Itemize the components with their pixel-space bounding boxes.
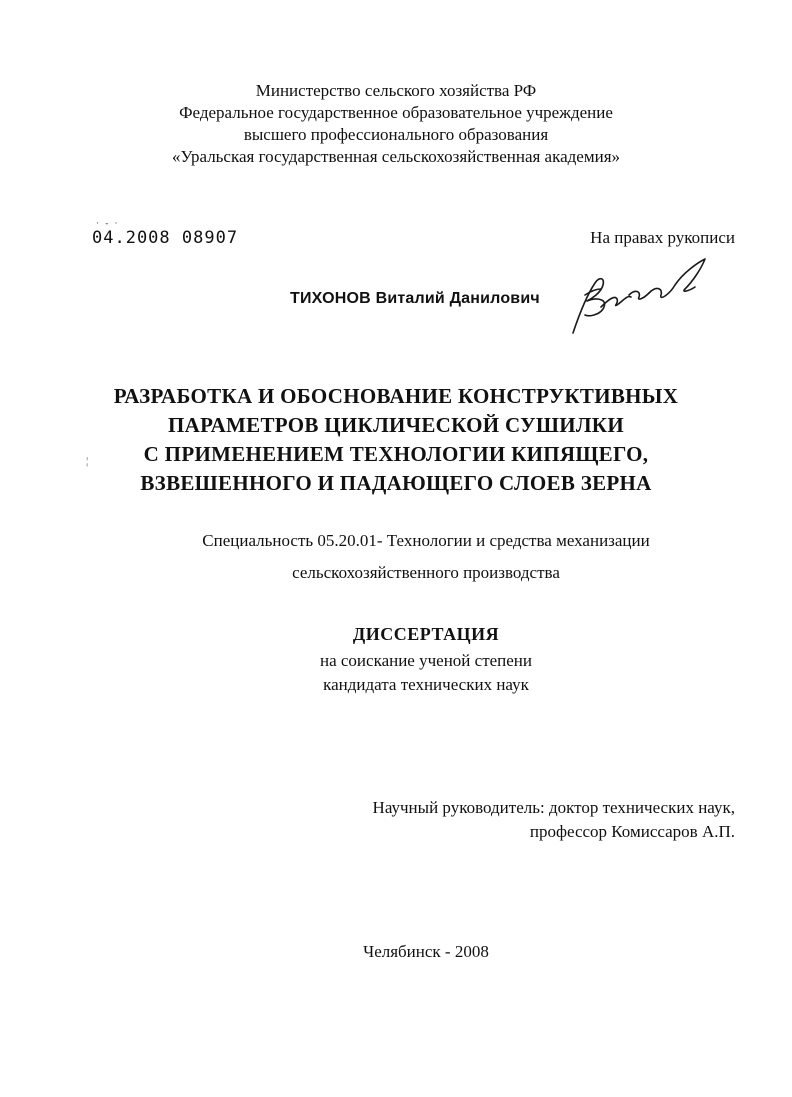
author-name: ТИХОНОВ Виталий Данилович <box>290 290 540 307</box>
institution-line-1: Министерство сельского хозяйства РФ <box>255 81 537 100</box>
title-line-3: С ПРИМЕНЕНИЕМ ТЕХНОЛОГИИ КИПЯЩЕГО, <box>143 442 649 466</box>
title-line-2: ПАРАМЕТРОВ ЦИКЛИЧЕСКОЙ СУШИЛКИ <box>168 413 624 437</box>
signature-stroke-3 <box>629 291 649 299</box>
margin-mark: ¦ <box>86 455 89 467</box>
signature-icon <box>565 255 715 340</box>
supervisor-line-1: Научный руководитель: доктор технических наук, <box>372 798 735 817</box>
specialty-line-2: сельскохозяйственного производства <box>292 563 560 582</box>
institution-line-2: Федеральное государственное образовательное учреждение <box>179 103 613 122</box>
specialty-line-1: Специальность 05.20.01- Технологии и средства механизации <box>202 531 650 550</box>
institution-line-3: высшего профессионального образования <box>243 125 549 144</box>
supervisor-line-2: профессор Комиссаров А.П. <box>529 822 735 841</box>
institution-line-4: «Уральская государственная сельскохозяйственная академия» <box>171 147 621 166</box>
dissertation-heading: ДИССЕРТАЦИЯ <box>352 624 500 644</box>
supervisor-block <box>373 796 735 844</box>
signature-stroke-2 <box>601 297 631 307</box>
registration-number: 04.2008 08907 <box>92 228 239 248</box>
title-line-1: РАЗРАБОТКА И ОБОСНОВАНИЕ КОНСТРУКТИВНЫХ <box>113 384 679 408</box>
dissertation-degree-line-2: кандидата технических наук <box>323 675 529 694</box>
stamp-dots: · - · <box>96 218 120 228</box>
signature-stroke-1 <box>573 279 605 333</box>
city-year: Челябинск - 2008 <box>363 942 489 961</box>
manuscript-rights: На правах рукописи <box>590 228 735 247</box>
dissertation-degree-line-1: на соискание ученой степени <box>319 651 533 670</box>
signature-stroke-4 <box>649 259 705 297</box>
title-line-4: ВЗВЕШЕННОГО И ПАДАЮЩЕГО СЛОЕВ ЗЕРНА <box>140 471 652 495</box>
